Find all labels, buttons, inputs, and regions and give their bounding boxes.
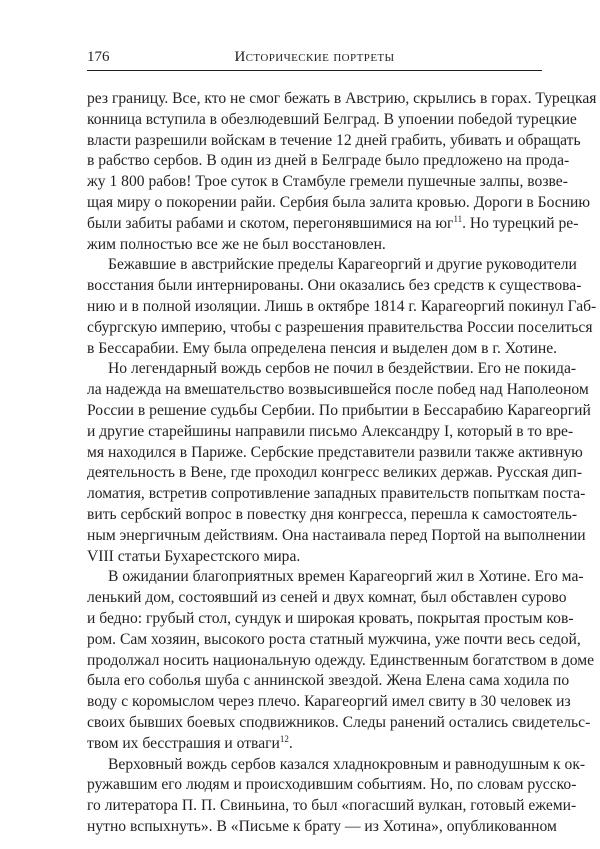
text-line: в Бессарабии. Ему была определена пенсия и выделен дом в г. Хотине. — [87, 339, 558, 357]
text-line: и бедно: грубый стол, сундук и широкая кровать, покрытая простым ков- — [87, 609, 574, 627]
text-line: го литератора П. П. Свиньина, то был «погасший вулкан, готовый ежеми- — [87, 797, 577, 815]
text-segment: твом их бесстрашия и отваги — [87, 734, 280, 752]
text-line: VIII статьи Бухарестского мира. — [87, 547, 301, 565]
text-line: в рабство сербов. В один из дней в Белграде было предложено на прода- — [87, 152, 570, 170]
text-line: В ожидании благоприятных времен Карагеоргий жил в Хотине. Его ма- — [108, 568, 584, 586]
page-number: 176 — [87, 49, 110, 65]
text-line: была его соболья шуба с аннинской звездой. Жена Елена сама ходила по — [87, 672, 570, 690]
text-line: ром. Сам хозяин, высокого роста статный мужчина, уже почти весь седой, — [87, 630, 581, 648]
footnote-ref[interactable]: 11 — [453, 213, 463, 224]
text-line: ленький дом, состоявший из сеней и двух комнат, был обставлен сурово — [87, 589, 567, 607]
text-line: мя находился в Париже. Сербские представители развили также активную — [87, 443, 583, 461]
text-line: восстания были интернированы. Они оказались без средств к существова- — [87, 277, 582, 295]
text-segment: . — [288, 734, 293, 752]
text-line: сбургскую империю, чтобы с разрешения правительства России поселиться — [87, 318, 593, 336]
text-line: ломатия, встретив сопротивление западных правительств попыткам поста- — [87, 485, 586, 503]
text-line: ла надежда на вмешательство возвысившейся после побед над Наполеоном — [87, 381, 589, 399]
text-line: рез границу. Все, кто не смог бежать в Австрию, скрылись в горах. Турецкая — [87, 90, 597, 107]
running-title: Исторические портреты — [234, 49, 395, 65]
header-rule — [87, 70, 542, 71]
text-line: Но легендарный вождь сербов не почил в бездействии. Его не покида- — [108, 360, 577, 378]
text-line: деятельность в Вене, где проходил конгресс великих держав. Русская дип- — [87, 464, 583, 482]
text-segment: были забиты рабами и скотом, перегонявшимися на юг — [87, 214, 454, 232]
footnote-ref[interactable]: 12 — [279, 733, 289, 744]
running-header — [87, 49, 542, 69]
text-line: России в решение судьбы Сербии. По прибытии в Бессарабию Карагеоргий — [87, 401, 591, 419]
text-line — [87, 734, 542, 755]
text-line: нутно вспыхнуть». В «Письме к брату — из Хотина», опубликованном — [87, 817, 557, 835]
text-segment: . Но турецкий ре- — [462, 214, 579, 232]
text-line: воду с коромыслом через плечо. Карагеоргий имел свиту в 30 человек из — [87, 693, 571, 711]
text-line — [87, 213, 579, 235]
text-line: конница вступила в обезлюдевший Белград. В упоении победой турецкие — [87, 110, 577, 128]
text-line: и другие старейшины направили письмо Александру I, который в то вре- — [87, 422, 574, 440]
text-line: нию и в полной изоляции. Лишь в октябре 1814 г. Карагеоргий покинул Габ- — [87, 297, 597, 315]
text-line: власти разрешили войскам в течение 12 дней грабить, убивать и обращать — [87, 131, 581, 149]
text-line: жим полностью все же не был восстановлен. — [87, 235, 386, 253]
text-line: ным энергичным действиям. Она настаивала перед Портой на выполнении — [87, 526, 586, 544]
text-line: Верховный вождь сербов казался хладнокровным и равнодушным к ок- — [108, 755, 586, 773]
text-line: своих бывших боевых сподвижников. Следы ранений остались свидетельс- — [87, 713, 591, 731]
body-text — [87, 89, 597, 838]
text-line: жу 1 800 рабов! Трое суток в Стамбуле гремели пушечные залпы, возве- — [87, 173, 568, 191]
text-line: ружавшим его людям и происходившим событиям. Но, по словам русско- — [87, 776, 577, 794]
text-line: вить сербский вопрос в повестку дня конгресса, перешла к самостоятель- — [87, 505, 578, 523]
text-line: продолжал носить национальную одежду. Единственным богатством в доме — [87, 651, 595, 669]
text-line: Бежавшие в австрийские пределы Карагеоргий и другие руководители — [108, 256, 577, 274]
text-line: щая миру о покорении райи. Сербия была залита кровью. Дороги в Боснию — [87, 193, 591, 211]
